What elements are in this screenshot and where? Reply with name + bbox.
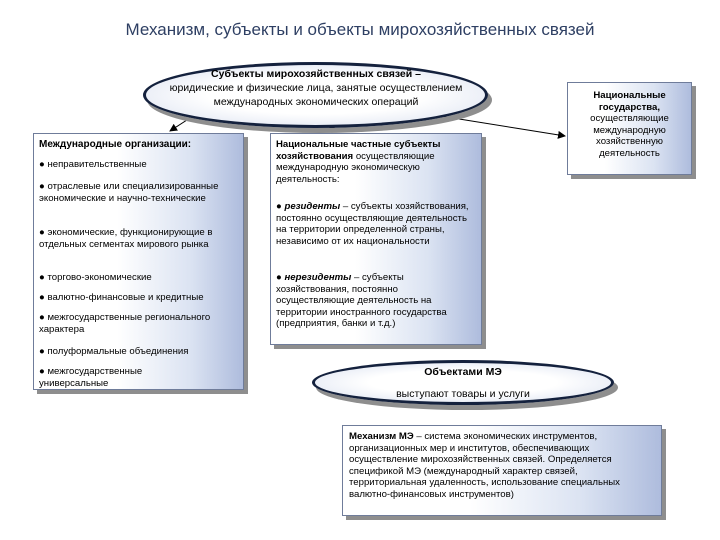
subjects-term: Субъекты мирохозяйственных связей – xyxy=(211,68,421,80)
intl-orgs-item: ● полуформальные объединения xyxy=(39,346,189,357)
intl-orgs-item: ● неправительственные xyxy=(39,159,147,170)
states-text: осуществляющие международную хозяйственную деятельность xyxy=(590,113,669,159)
mechanism-box xyxy=(342,425,662,516)
mechanism-term: Механизм МЭ xyxy=(349,431,414,442)
subjects-definition xyxy=(160,67,472,109)
residents-text: – субъекты хозяйствования, постоянно осуществляющие деятельность на территории определенной страны, независимо от их национальности xyxy=(276,201,469,247)
mechanism-text: – система экономических инструментов, организационных мер и институтов, обеспечивающих осуществление мирохозяйственных связей. Определяется спецификой МЭ (международный характер связей, территориальная удаленность, использование специальных валютно-финансовых инструментов) xyxy=(349,431,620,500)
national-intro-text: осуществляющие международную экономическую деятельность: xyxy=(276,150,435,185)
states-box xyxy=(567,82,692,175)
subjects-text: юридические и физические лица, занятые осуществлением международных экономических операций xyxy=(169,82,463,108)
page-title: Механизм, субъекты и объекты мирохозяйственных связей xyxy=(125,20,595,39)
intl-orgs-header: Международные организации: xyxy=(39,139,192,150)
nonresidents-text: – субъекты хозяйствования, постоянно осуществляющие деятельность на территории иностранного государства (предприятия, банки и т.д.) xyxy=(276,272,447,329)
nonresidents-bullet: ● xyxy=(276,272,285,283)
intl-orgs-box xyxy=(33,133,244,390)
intl-orgs-item: ● отраслевые или специализированные экономические и научно-технические xyxy=(39,181,219,204)
residents-term: резиденты xyxy=(284,201,341,212)
intl-orgs-item: ● валютно-финансовые и кредитные xyxy=(39,292,204,303)
nonresidents-item xyxy=(276,272,478,330)
national-subjects-box xyxy=(270,133,482,345)
objects-subtitle: выступают товары и услуги xyxy=(396,388,530,400)
states-term: Национальные государства, xyxy=(593,90,666,113)
national-intro xyxy=(276,139,478,185)
intl-orgs-item: ● межгосударственные регионального характера xyxy=(39,312,211,335)
objects-title: Объектами МЭ xyxy=(424,366,502,378)
intl-orgs-item: ● торгово-экономические xyxy=(39,272,152,283)
national-term: Национальные частные субъекты хозяйствования xyxy=(276,139,441,162)
intl-orgs-item: ● межгосударственные универсальные xyxy=(39,366,143,389)
residents-item xyxy=(276,201,478,247)
arrow-to-intl-orgs xyxy=(170,118,190,131)
residents-bullet: ● xyxy=(276,201,285,212)
nonresidents-term: нерезиденты xyxy=(284,272,352,283)
intl-orgs-item: ● экономические, функционирующие в отдельных сегментах мирового рынка xyxy=(39,227,213,250)
